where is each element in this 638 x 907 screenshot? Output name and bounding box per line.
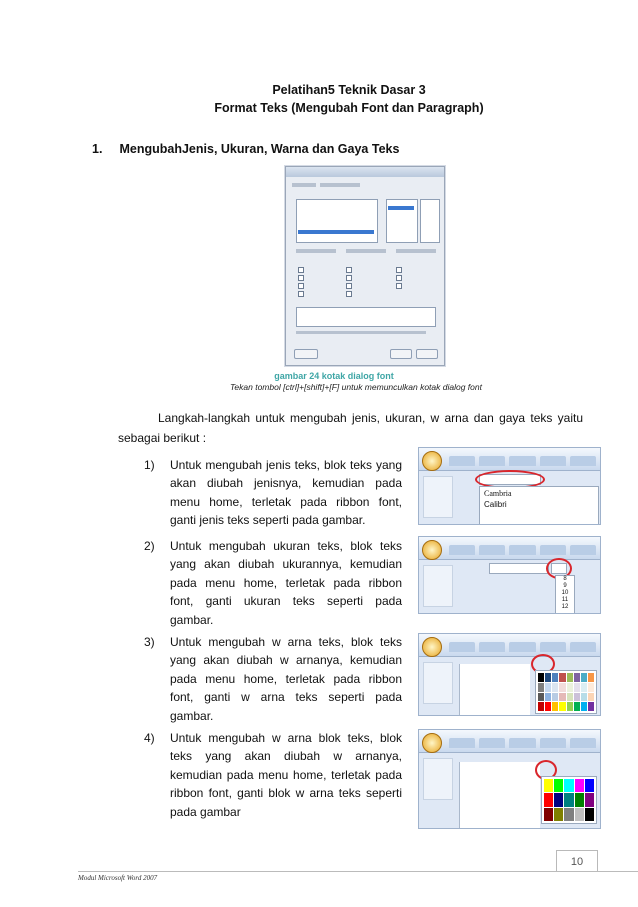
footer-divider <box>78 871 638 872</box>
font-dialog-screenshot <box>285 166 445 366</box>
figure-subcaption: Tekan tombol [ctrl]+[shift]+[F] untuk memunculkan kotak dialog font <box>230 382 482 392</box>
clipboard-group <box>423 476 453 518</box>
highlight-palette <box>541 776 597 824</box>
style-list <box>386 199 418 243</box>
size-list <box>420 199 440 243</box>
checkbox <box>396 267 402 273</box>
step-number: 3) <box>144 635 155 649</box>
intro-text: Langkah-langkah untuk mengubah jenis, ukuran, w arna dan gaya teks yaitu sebagai berikut : <box>118 411 583 445</box>
checkbox <box>346 275 352 281</box>
default-button <box>294 349 318 359</box>
font-list <box>296 199 378 243</box>
step-1 <box>144 456 402 530</box>
font-dropdown <box>479 486 599 525</box>
dialog-tab <box>292 183 316 187</box>
step-3 <box>144 633 402 725</box>
step-number: 4) <box>144 731 155 745</box>
ribbon-font-family-screenshot <box>418 447 601 525</box>
ok-button <box>390 349 412 359</box>
ribbon-font-size-screenshot <box>418 536 601 614</box>
step-number: 2) <box>144 539 155 553</box>
step-2 <box>144 537 402 629</box>
figure-caption: gambar 24 kotak dialog font <box>274 371 394 381</box>
ribbon-font-color-screenshot <box>418 633 601 716</box>
step-4 <box>144 729 402 821</box>
checkbox <box>298 291 304 297</box>
footer-module-name: Modul Microsoft Word 2007 <box>78 874 158 882</box>
office-button-icon <box>422 451 442 471</box>
dialog-titlebar <box>286 167 444 177</box>
step-text: Untuk mengubah ukuran teks, blok teks yang akan diubah ukurannya, kemudian pada menu home, terletak pada ribbon font, ganti ukuran teks seperti pada gambar. <box>170 539 402 627</box>
checkbox <box>298 283 304 289</box>
font-option: Cambria <box>484 489 512 498</box>
checkbox <box>396 283 402 289</box>
underline-color-row <box>396 249 436 253</box>
office-button-icon <box>422 637 442 657</box>
step-text: Untuk mengubah w arna teks, blok teks yang akan diubah w arnanya, kemudian pada menu home, terletak pada ribbon font, ganti w arna teks seperti pada gambar. <box>170 635 402 723</box>
clipboard-group <box>423 758 453 800</box>
checkbox <box>396 275 402 281</box>
checkbox <box>346 291 352 297</box>
page-number: 10 <box>556 850 598 871</box>
office-button-icon <box>422 540 442 560</box>
size-dropdown: 8 9 10 11 12 <box>555 575 575 614</box>
step-text: Untuk mengubah jenis teks, blok teks yang akan diubah jenisnya, kemudian pada menu home, terletak pada ribbon font, ganti jenis teks seperti pada gambar. <box>170 458 402 528</box>
color-palette <box>535 670 597 714</box>
title-line-2: Format Teks (Mengubah Font dan Paragraph) <box>214 101 484 115</box>
step-text: Untuk mengubah w arna blok teks, blok teks yang akan diubah w arnanya, kemudian pada menu home, terletak pada ribbon font, ganti blok w arna teks seperti pada gambar <box>170 731 402 819</box>
section-heading <box>92 142 399 156</box>
font-family-box <box>489 563 549 574</box>
ribbon-highlight-color-screenshot <box>418 729 601 829</box>
preview-box <box>296 307 436 327</box>
clipboard-group <box>423 662 453 704</box>
clipboard-group <box>423 565 453 607</box>
cancel-button <box>416 349 438 359</box>
document-area <box>459 664 530 715</box>
checkbox <box>298 267 304 273</box>
dialog-tab <box>320 183 360 187</box>
section-title: MengubahJenis, Ukuran, Warna dan Gaya Teks <box>119 142 400 156</box>
underline-row <box>346 249 386 253</box>
checkbox <box>298 275 304 281</box>
checkbox <box>346 283 352 289</box>
checkbox <box>346 267 352 273</box>
font-option: Calibri <box>484 500 507 509</box>
office-button-icon <box>422 733 442 753</box>
step-number: 1) <box>144 458 155 472</box>
title-line-1: Pelatihan5 Teknik Dasar 3 <box>272 83 426 97</box>
section-number: 1. <box>92 142 103 156</box>
preview-note <box>296 331 426 334</box>
intro-paragraph <box>118 408 583 448</box>
font-color-row <box>296 249 336 253</box>
document-area <box>459 762 540 828</box>
